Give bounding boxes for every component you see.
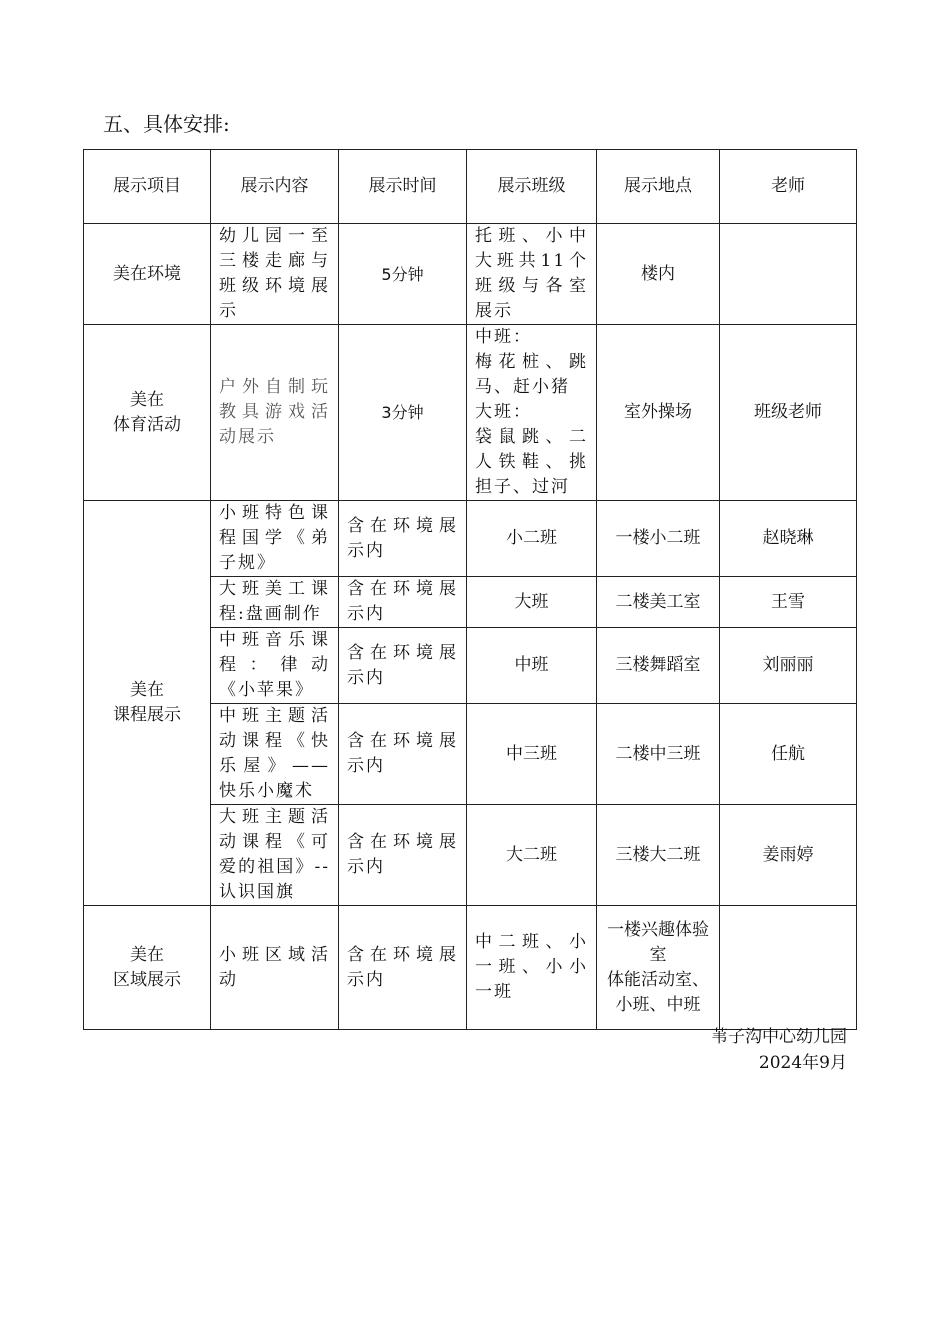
location-cell: 一楼小二班 — [597, 501, 720, 577]
project-cell — [84, 501, 211, 906]
table-row — [84, 906, 857, 1030]
content-cell: 大班主题活动课程《可爱的祖国》--认识国旗 — [211, 805, 339, 906]
header-cell: 展示时间 — [339, 150, 467, 224]
teacher-cell: 赵晓琳 — [720, 501, 857, 577]
header-cell: 老师 — [720, 150, 857, 224]
class-cell — [467, 325, 597, 501]
project-line: 美在 — [130, 944, 164, 965]
content-cell: 幼儿园一至三楼走廊与班级环境展示 — [211, 224, 339, 325]
time-cell: 含在环境展示内 — [339, 501, 467, 577]
location-cell: 二楼美工室 — [597, 577, 720, 628]
content-cell: 小班区域活动 — [211, 906, 339, 1030]
content-cell: 中班音乐课程：律动《小苹果》 — [211, 628, 339, 704]
location-line: 小班、中班 — [615, 994, 701, 1015]
time-cell: 含在环境展示内 — [339, 805, 467, 906]
class-cell: 中二班、小一班、小小一班 — [467, 906, 597, 1030]
teacher-cell: 任航 — [720, 704, 857, 805]
table-header-row — [84, 150, 857, 224]
footer-org: 苇子沟中心幼儿园 — [711, 1027, 847, 1047]
project-cell — [84, 325, 211, 501]
table-row — [84, 224, 857, 325]
teacher-cell — [720, 906, 857, 1030]
project-line: 美在 — [130, 389, 164, 410]
location-cell: 楼内 — [597, 224, 720, 325]
location-line: 体能活动室、 — [607, 969, 709, 990]
project-line: 美在 — [130, 680, 164, 700]
location-cell: 二楼中三班 — [597, 704, 720, 805]
time-cell: 含在环境展示内 — [339, 704, 467, 805]
class-cell: 大二班 — [467, 805, 597, 906]
class-line: 袋鼠跳、二人铁鞋、挑担子、过河 — [475, 427, 588, 497]
class-cell: 中班 — [467, 628, 597, 704]
time-cell: 含在环境展示内 — [339, 906, 467, 1030]
teacher-cell: 刘丽丽 — [720, 628, 857, 704]
location-cell: 三楼大二班 — [597, 805, 720, 906]
class-line: 中班： — [475, 327, 532, 347]
teacher-cell — [720, 224, 857, 325]
location-cell — [597, 906, 720, 1030]
project-cell: 美在环境 — [84, 224, 211, 325]
class-cell: 托班、小中大班共11个班级与各室展示 — [467, 224, 597, 325]
header-cell: 展示内容 — [211, 150, 339, 224]
location-line: 一楼兴趣体验室 — [607, 919, 709, 965]
content-cell: 小班特色课程国学《弟子规》 — [211, 501, 339, 577]
footer-date: 2024年9月 — [758, 1053, 847, 1073]
page-title: 五、具体安排: — [103, 112, 230, 136]
table-row — [84, 501, 857, 577]
time-cell: 3分钟 — [339, 325, 467, 501]
class-line: 梅花桩、跳马、赶小猪 — [475, 352, 588, 397]
header-cell: 展示地点 — [597, 150, 720, 224]
project-cell — [84, 906, 211, 1030]
teacher-cell: 王雪 — [720, 577, 857, 628]
time-cell: 5分钟 — [339, 224, 467, 325]
class-cell: 中三班 — [467, 704, 597, 805]
footer — [711, 1024, 847, 1076]
project-line: 体育活动 — [113, 414, 181, 435]
class-cell: 大班 — [467, 577, 597, 628]
project-line: 区域展示 — [113, 969, 181, 990]
time-cell: 含在环境展示内 — [339, 628, 467, 704]
project-line: 课程展示 — [113, 705, 181, 725]
table-row — [84, 325, 857, 501]
header-cell: 展示项目 — [84, 150, 211, 224]
location-cell: 室外操场 — [597, 325, 720, 501]
teacher-cell: 班级老师 — [720, 325, 857, 501]
class-cell: 小二班 — [467, 501, 597, 577]
header-cell: 展示班级 — [467, 150, 597, 224]
class-line: 大班： — [475, 402, 532, 422]
location-cell: 三楼舞蹈室 — [597, 628, 720, 704]
teacher-cell: 姜雨婷 — [720, 805, 857, 906]
content-cell: 户外自制玩教具游戏活动展示 — [211, 325, 339, 501]
schedule-table — [83, 149, 857, 1030]
content-cell: 大班美工课程:盘画制作 — [211, 577, 339, 628]
content-cell: 中班主题活动课程《快乐屋》——快乐小魔术 — [211, 704, 339, 805]
time-cell: 含在环境展示内 — [339, 577, 467, 628]
